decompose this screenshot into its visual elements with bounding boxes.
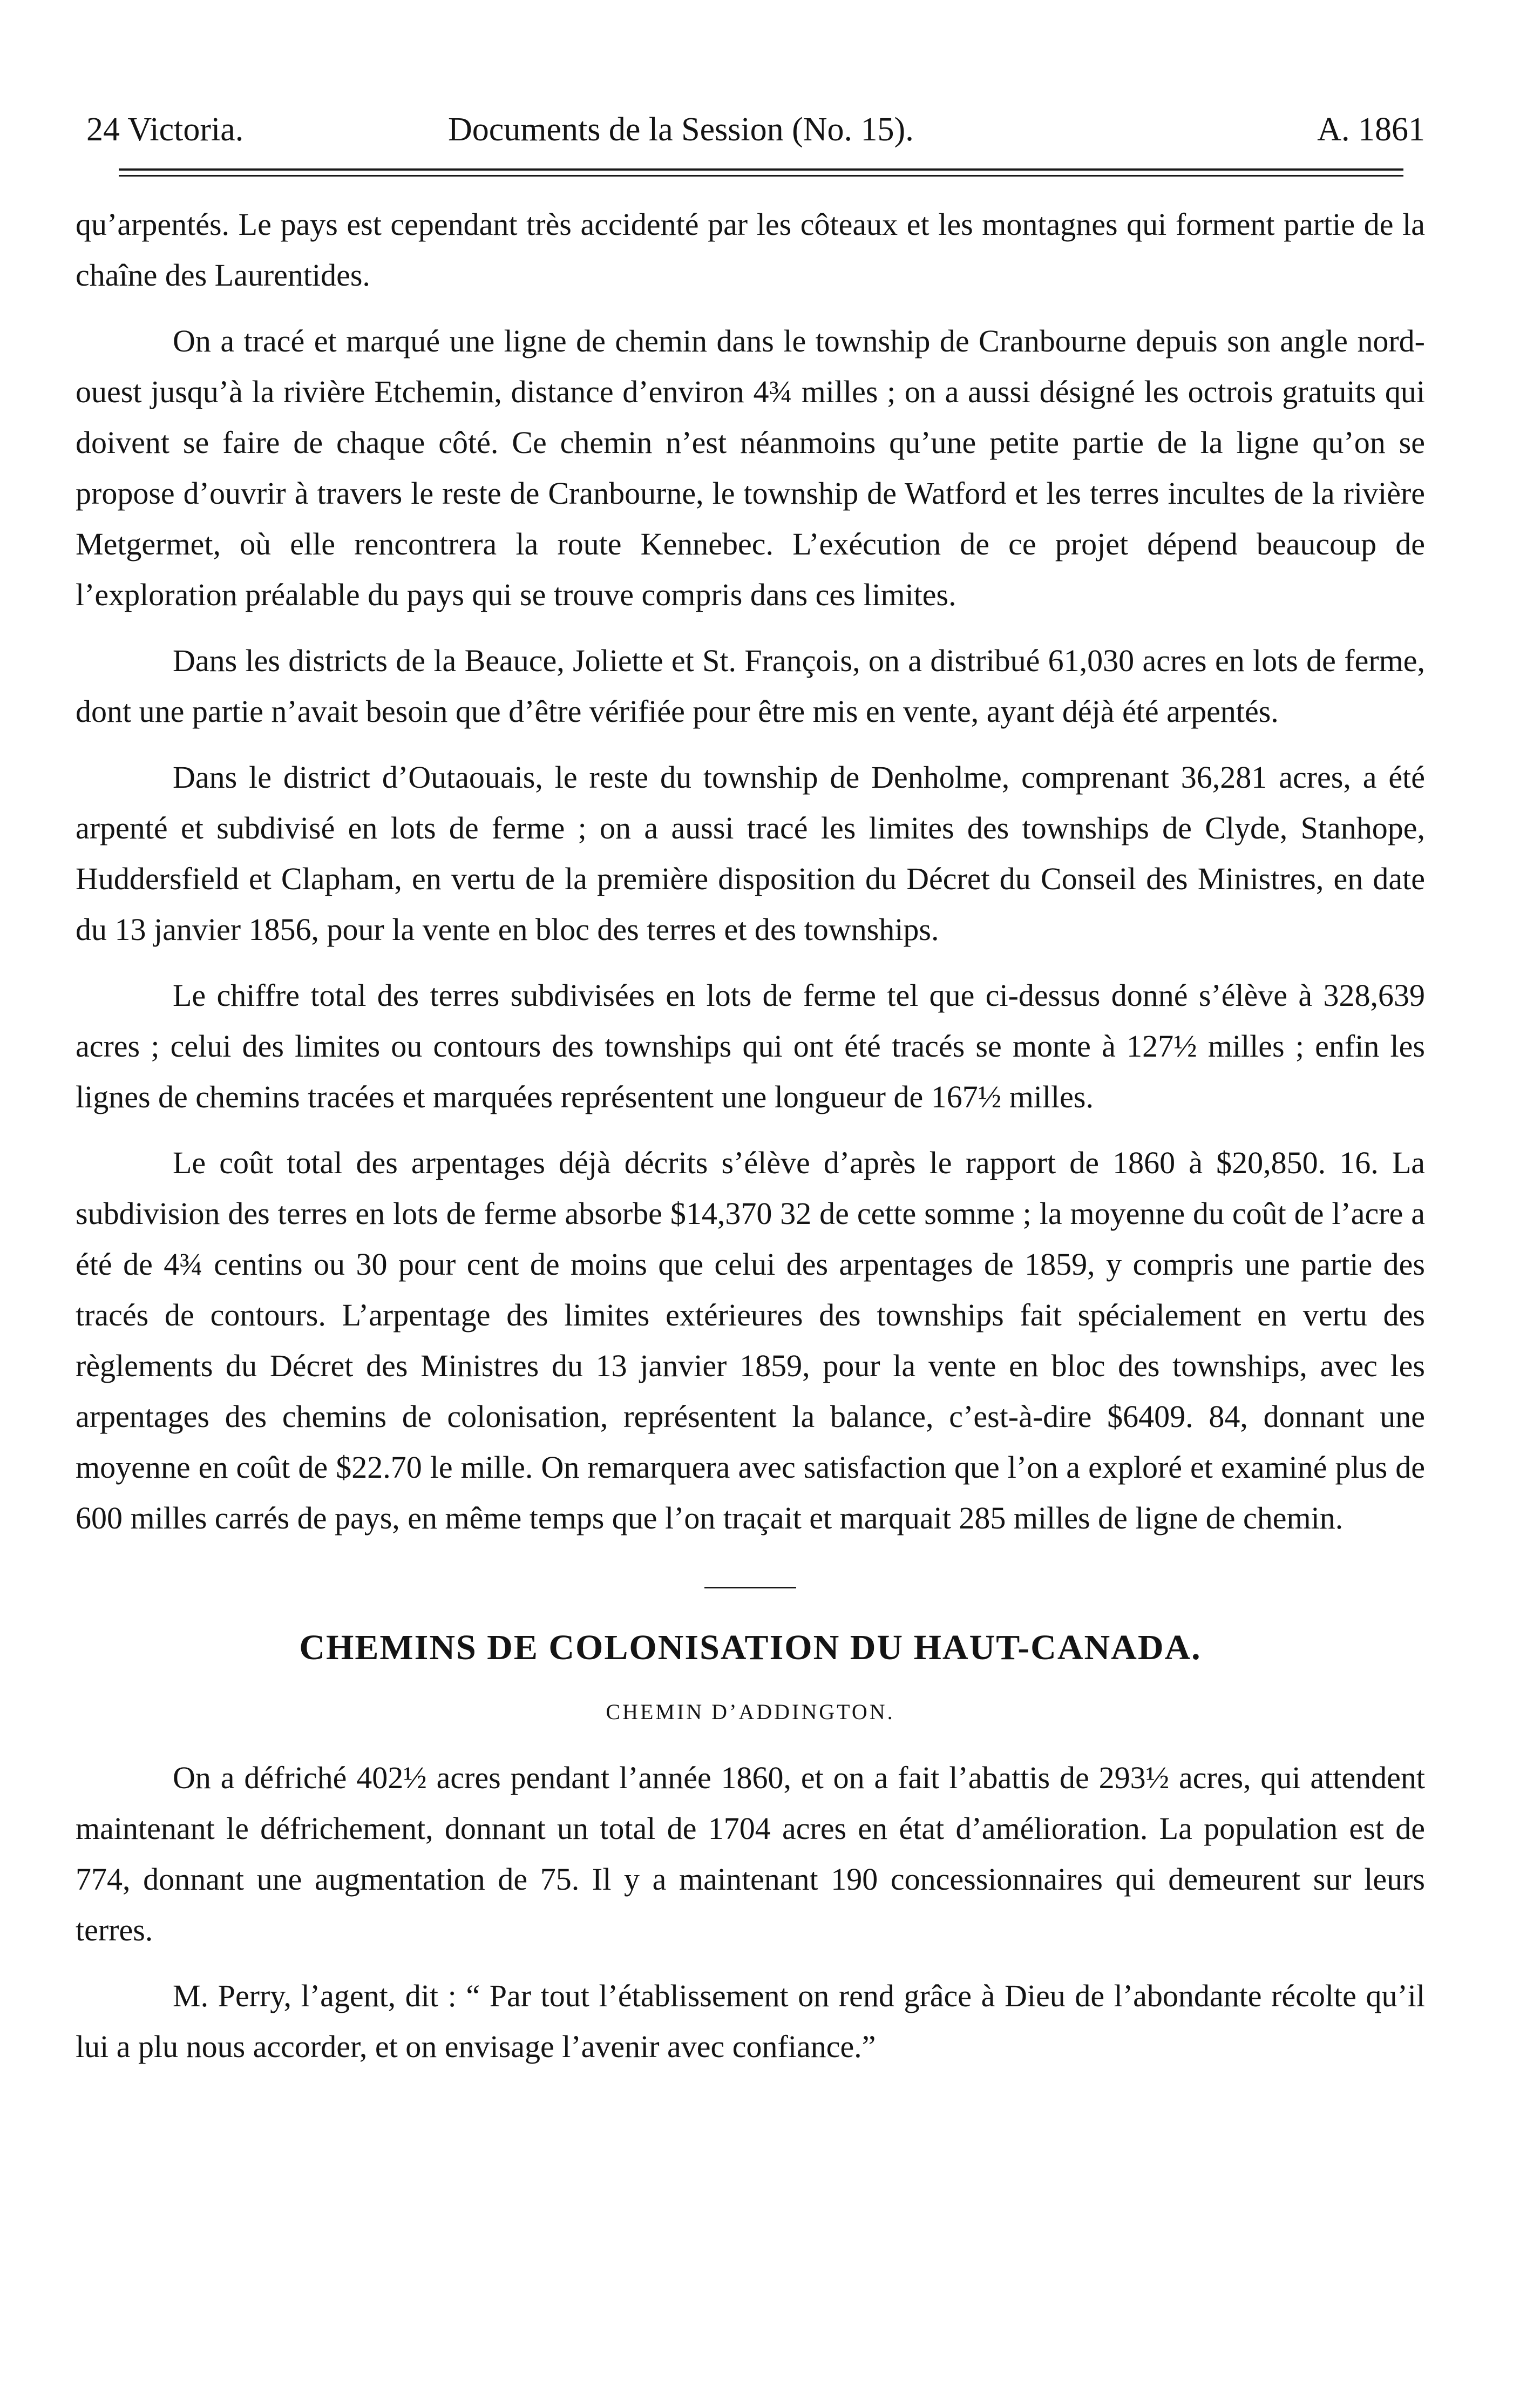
paragraph-costs: Le coût total des arpentages déjà décrits s’élève d’après le rapport de 1860 à $20,850. 16. La subdivision des terres en lots de ferme absorbe $14,370 32 de cette somme ; la moyenne du coût de l’acre a été de 4¾ centins ou 30 pour cent de moins que celui des arpentages de 1859, y compris une partie des tracés de contours. L’arpentage des limites extérieures des townships fait spécialement en vertu des règlements du Décret des Ministres du 13 janvier 1859, pour la vente en bloc des townships, avec les arpentages des chemins de colonisation, représentent la balance, c’est-à-dire $6409. 84, donnant une moyenne en coût de $22.70 le mille. On remarquera avec satisfaction que l’on a exploré et examiné plus de 600 milles carrés de pays, en même temps que l’on traçait et marquait 285 milles de ligne de chemin.	[76, 1145, 1425, 1536]
header-double-rule	[119, 168, 1403, 177]
section-title: CHEMINS DE COLONISATION DU HAUT-CANADA.	[299, 1628, 1202, 1667]
paragraph-cranbourne-road: On a tracé et marqué une ligne de chemin dans le township de Cranbourne depuis son angle nord-ouest jusqu’à la rivière Etchemin, distance d’environ 4¾ milles ; on a aussi désigné les octrois gratuits qui doivent se faire de chaque côté. Ce chemin n’est néanmoins qu’une petite partie de la ligne qu’on se propose d’ouvrir à travers le reste de Cranbourne, le township de Watford et les terres incultes de la rivière Metgermet, où elle rencontrera la route Kennebec. L’exécution de ce projet dépend beaucoup de l’exploration préalable du pays qui se trouve compris dans ces limites.	[76, 323, 1425, 612]
section-subtitle: CHEMIN D’ADDINGTON.	[606, 1700, 895, 1724]
paragraph-addington: On a défriché 402½ acres pendant l’année 1860, et on a fait l’abattis de 293½ acres, qui attendent maintenant le défrichement, donnant un total de 1704 acres en état d’amélioration. La population est de 774, donnant une augmentation de 75. Il y a maintenant 190 concessionnaires qui demeurent sur leurs terres.	[76, 1760, 1425, 1947]
paragraph-outaouais-district: Dans le district d’Outaouais, le reste du township de Denholme, comprenant 36,281 acres, a été arpenté et subdivisé en lots de ferme ; on a aussi tracé les limites des townships de Clyde, Stanhope, Huddersfield et Clapham, en vertu de la première disposition du Décret du Conseil des Ministres, en date du 13 janvier 1856, pour la vente en bloc des terres et des townships.	[76, 760, 1425, 947]
main-body	[76, 199, 1425, 2072]
header-regnal-year: 24 Victoria.	[86, 111, 244, 148]
paragraph-beauce-districts: Dans les districts de la Beauce, Joliette et St. François, on a distribué 61,030 acres en lots de ferme, dont une partie n’avait besoin que d’être vérifiée pour être mis en vente, ayant déjà été arpentés.	[76, 643, 1425, 729]
paragraph-continuation: qu’arpentés. Le pays est cependant très accidenté par les côteaux et les montagnes qui forment partie de la chaîne des Laurentides.	[76, 207, 1425, 293]
paragraph-totals: Le chiffre total des terres subdivisées en lots de ferme tel que ci-dessus donné s’élève à 328,639 acres ; celui des limites ou contours des townships qui ont été tracés se monte à 127½ milles ; enfin les lignes de chemins tracées et marquées représentent une longueur de 167½ milles.	[76, 978, 1425, 1114]
section-divider	[704, 1587, 796, 1588]
header-document-title: Documents de la Session (No. 15).	[448, 111, 914, 148]
header-year: A. 1861	[1317, 111, 1425, 148]
paragraph-agent-quote: M. Perry, l’agent, dit : “ Par tout l’établissement on rend grâce à Dieu de l’abondante récolte qu’il lui a plu nous accorder, et on envisage l’avenir avec confiance.”	[76, 1978, 1425, 2064]
running-header	[76, 97, 1425, 162]
document-page	[76, 97, 1425, 2087]
